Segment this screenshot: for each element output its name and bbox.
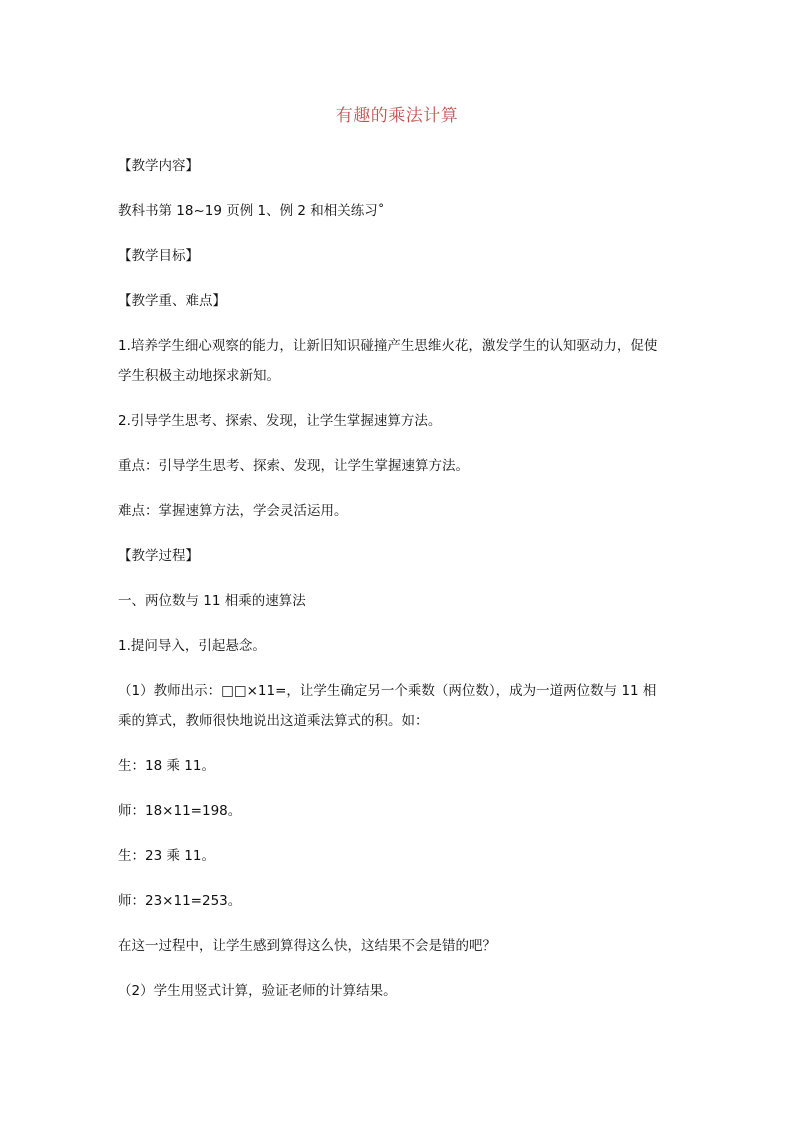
heading-key-difficult-points: 【教学重、难点】: [118, 293, 226, 309]
paragraph-step-1-line-2: 乘的算式，教师很快地说出这道乘法算式的积。如：: [118, 713, 429, 729]
paragraph-textbook-pages: 教科书第 18~19 页例 1、例 2 和相关练习˚: [118, 203, 385, 219]
heading-teaching-process: 【教学过程】: [118, 548, 199, 564]
dialogue-teacher-1: 师：18×11=198。: [118, 803, 242, 819]
paragraph-goal-1-line-2: 学生积极主动地探求新知。: [118, 368, 280, 384]
paragraph-reflection-question: 在这一过程中，让学生感到算得这么快，这结果不会是错的吧？: [118, 938, 496, 954]
dialogue-student-1: 生：18 乘 11。: [118, 758, 215, 774]
heading-teaching-goals: 【教学目标】: [118, 248, 199, 264]
paragraph-goal-2: 2.引导学生思考、探索、发现，让学生掌握速算方法。: [118, 413, 442, 429]
document-title: 有趣的乘法计算: [335, 106, 459, 126]
dialogue-teacher-2: 师：23×11=253。: [118, 893, 242, 909]
paragraph-difficult-point: 难点：掌握速算方法，学会灵活运用。: [118, 503, 348, 519]
section-heading-two-digit-times-11: 一、两位数与 11 相乘的速算法: [118, 593, 306, 609]
heading-teaching-content: 【教学内容】: [118, 158, 199, 174]
paragraph-question-intro: 1.提问导入，引起悬念。: [118, 638, 266, 654]
paragraph-goal-1-line-1: 1.培养学生细心观察的能力，让新旧知识碰撞产生思维火花，激发学生的认知驱动力，促使: [118, 338, 658, 354]
paragraph-step-1-line-1: （1）教师出示：□□×11=，让学生确定另一个乘数（两位数），成为一道两位数与 11 相: [118, 683, 657, 699]
paragraph-key-point: 重点：引导学生思考、探索、发现，让学生掌握速算方法。: [118, 458, 469, 474]
dialogue-student-2: 生：23 乘 11。: [118, 848, 215, 864]
paragraph-step-2: （2）学生用竖式计算，验证老师的计算结果。: [118, 983, 397, 999]
